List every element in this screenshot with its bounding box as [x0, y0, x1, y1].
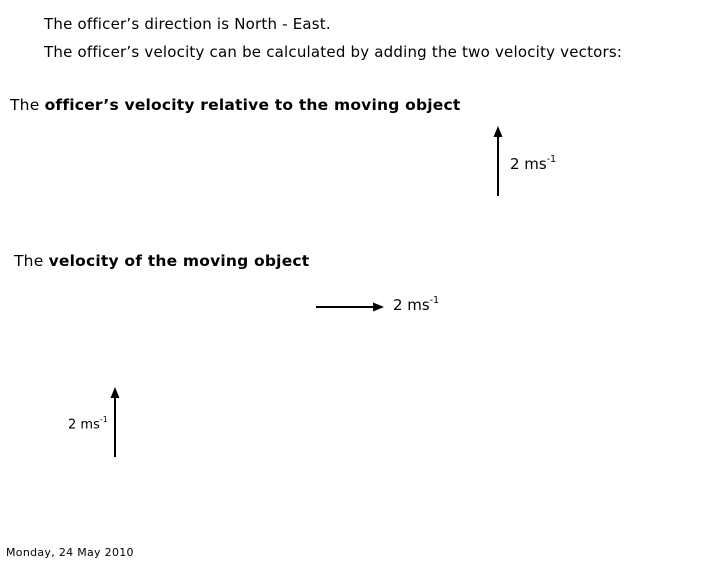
- section-1-heading-prefix: The: [10, 96, 45, 114]
- section-2-heading: [14, 252, 309, 270]
- vector-2-exponent: -1: [429, 295, 440, 306]
- vector-1-label: [510, 155, 556, 173]
- vector-2-magnitude: 2 ms: [393, 296, 430, 314]
- intro-line-2: The officer’s velocity can be calculated by adding the two velocity vectors:: [44, 43, 623, 61]
- section-1-heading-bold: officer’s velocity relative to the moving object: [44, 96, 461, 114]
- section-2-heading-prefix: The: [14, 252, 49, 270]
- vector-1-magnitude: 2 ms: [510, 155, 547, 173]
- vector-1-up-arrow: [494, 126, 503, 196]
- vector-3-magnitude: 2 ms: [68, 417, 100, 433]
- section-2-heading-bold: velocity of the moving object: [48, 252, 310, 270]
- vector-3-up-arrow: [111, 387, 120, 457]
- intro-line-1: The officer’s direction is North - East.: [44, 15, 331, 33]
- vector-2-label: [393, 296, 439, 314]
- vector-3-exponent: -1: [99, 415, 108, 424]
- vector-1-exponent: -1: [546, 154, 557, 165]
- vector-2-right-arrow: [316, 303, 384, 312]
- vector-3-label: [68, 416, 108, 432]
- footer-date: Monday, 24 May 2010: [6, 546, 134, 559]
